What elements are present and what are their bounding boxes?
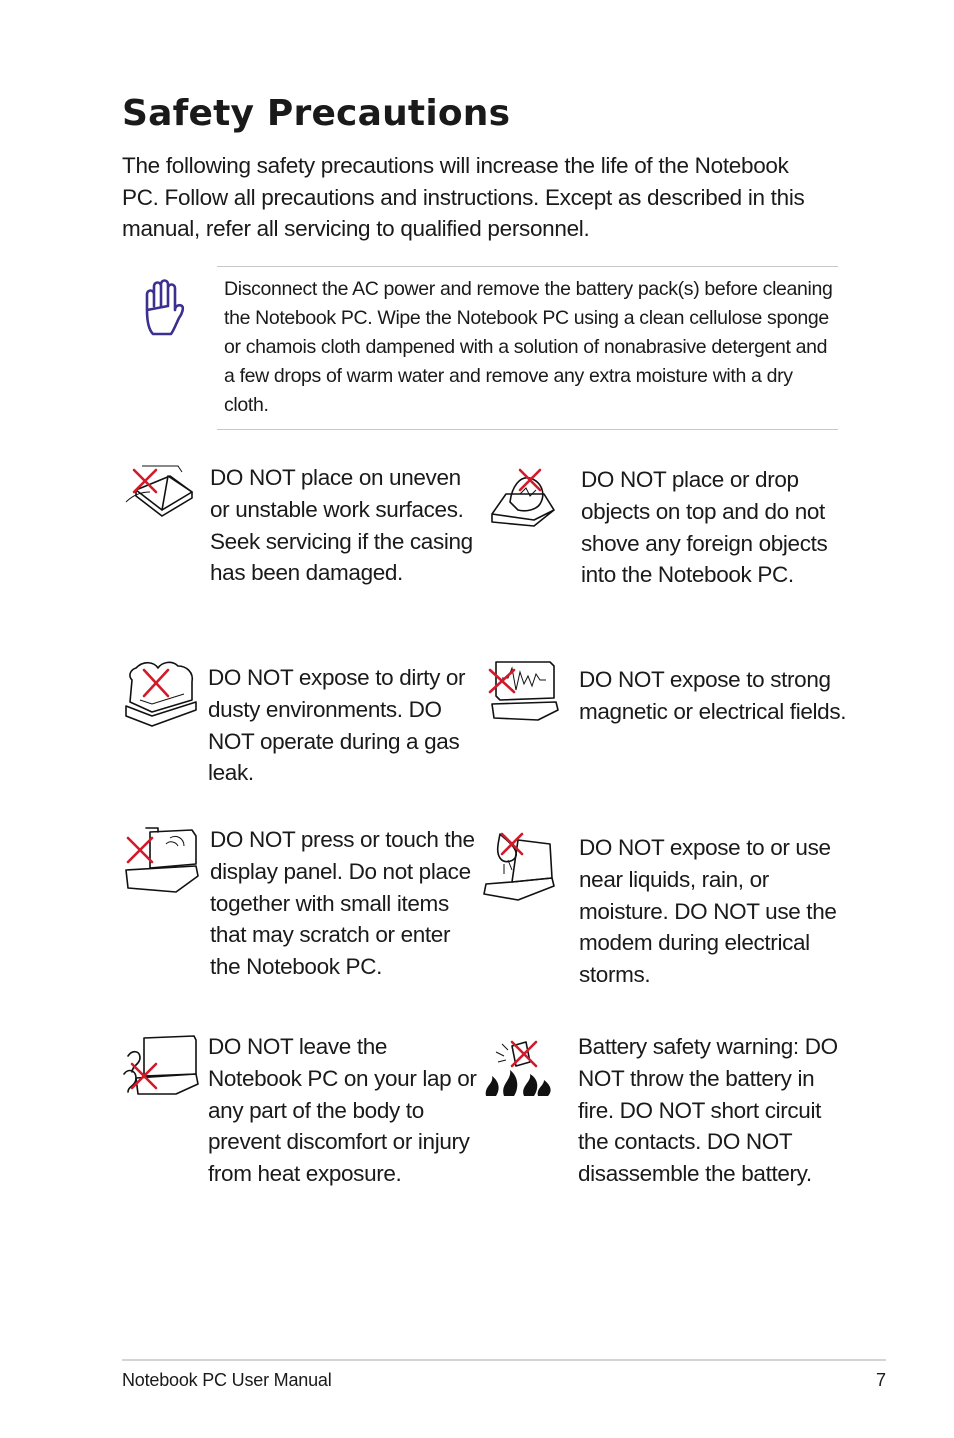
liquid-icon [482,830,560,902]
battery-fire-icon [482,1034,560,1106]
precaution-dust: DO NOT expose to dirty or dusty environments. DO NOT operate during a gas leak. [208,665,466,786]
precaution-heat-lap: DO NOT leave the Notebook PC on your lap or any part of the body to prevent discomfort or injury from heat exposure. [208,1034,477,1187]
no-objects-on-top-icon [486,464,564,536]
precaution-press-display: DO NOT press or touch the display panel. Do not place together with small items that may scratch or enter the Notebook PC. [210,827,475,980]
magnetic-field-icon [486,658,564,730]
dust-icon [122,660,200,732]
cleaning-note-text: Disconnect the AC power and remove the battery pack(s) before cleaning the Notebook PC. Wipe the Notebook PC using a clean cellulose sponge or chamois cloth dampened with a solution of nonabrasive detergent and a few drops of warm water and remove any extra moisture with a dry cloth. [224,278,833,416]
heat-lap-icon [122,1034,200,1106]
precaution-objects-on-top: DO NOT place or drop objects on top and do not shove any foreign objects into the Notebook PC. [581,467,828,588]
cleaning-note [217,266,838,430]
footer-divider [122,1359,886,1361]
press-display-icon [122,824,200,896]
intro-paragraph: The following safety precautions will increase the life of the Notebook PC. Follow all precautions and instructions. Except as described in this manual, refer all servicing to qualified personnel. [122,153,805,241]
footer-page-number: 7 [875,1370,886,1390]
precaution-battery-fire: Battery safety warning: DO NOT throw the battery in fire. DO NOT short circuit the contacts. DO NOT disassemble the battery. [578,1034,838,1187]
precaution-liquid: DO NOT expose to or use near liquids, rain, or moisture. DO NOT use the modem during electrical storms. [579,835,837,988]
precaution-magnetic: DO NOT expose to strong magnetic or electrical fields. [579,667,847,724]
precaution-unstable-surface: DO NOT place on uneven or unstable work surfaces. Seek servicing if the casing has been damaged. [210,465,473,586]
unstable-surface-icon [122,462,200,534]
hand-stop-icon [138,276,190,342]
page-title: Safety Precautions [122,93,511,134]
footer-manual-title: Notebook PC User Manual [122,1370,332,1390]
